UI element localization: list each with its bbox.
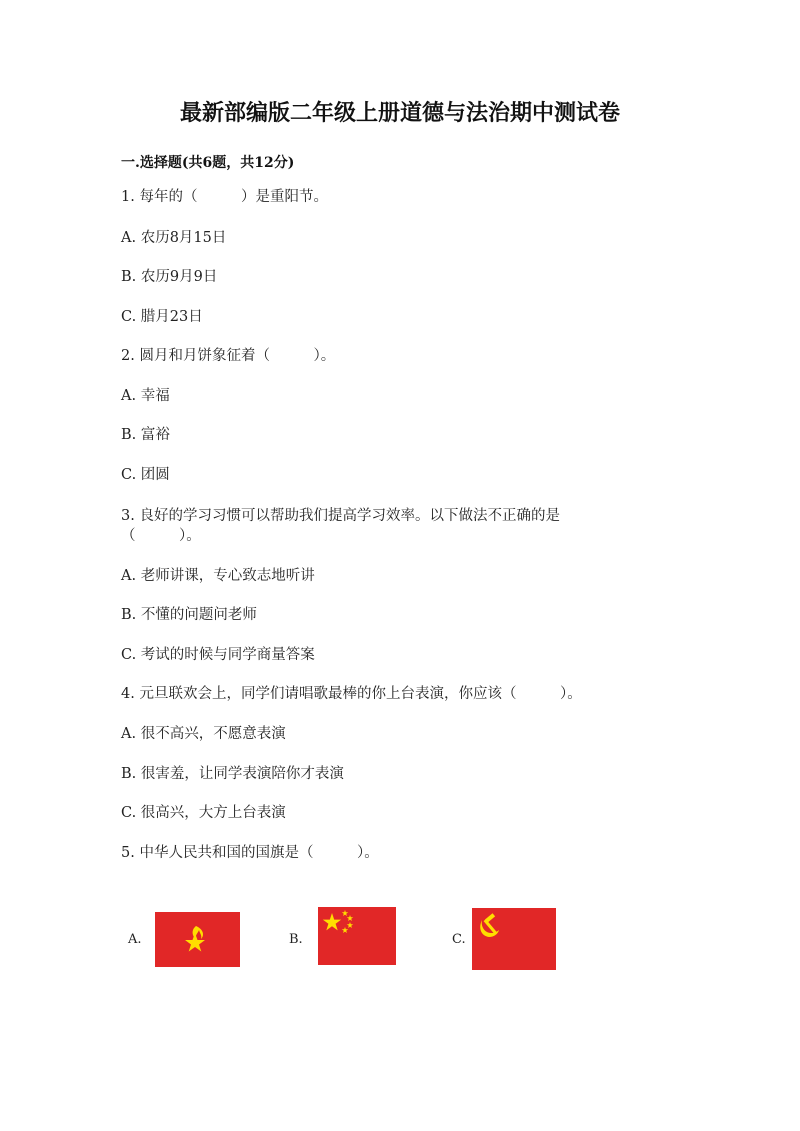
question-2-option-c: C. 团圆 — [121, 467, 170, 483]
question-2-option-a: A. 幸福 — [121, 388, 170, 404]
flag-option-c-label: C. — [452, 932, 466, 947]
flag-option-a-label: A. — [128, 932, 142, 947]
question-1-option-c: C. 腊月23日 — [121, 309, 203, 325]
question-4-option-b: B. 很害羞，让同学表演陪你才表演 — [121, 766, 344, 782]
question-5-stem: 5. 中华人民共和国的国旗是（ ）。 — [121, 845, 379, 861]
question-1-option-b: B. 农历9月9日 — [121, 269, 218, 285]
five-star-red-flag-icon — [318, 907, 396, 965]
question-3-stem-continued: （ ）。 — [121, 528, 201, 544]
question-2-option-b: B. 富裕 — [121, 427, 170, 443]
question-3-option-a: A. 老师讲课，专心致志地听讲 — [121, 568, 315, 584]
party-flag-icon — [472, 908, 556, 970]
flag-option-b-label: B. — [289, 932, 303, 947]
question-4-option-c: C. 很高兴，大方上台表演 — [121, 805, 286, 821]
page-title: 最新部编版二年级上册道德与法治期中测试卷 — [179, 100, 620, 126]
question-4-stem: 4. 元旦联欢会上，同学们请唱歌最棒的你上台表演，你应该（ ）。 — [121, 686, 582, 702]
question-1-option-a: A. 农历8月15日 — [121, 230, 227, 246]
section-heading: 一.选择题(共6题，共12分) — [121, 155, 295, 171]
question-3-stem: 3. 良好的学习习惯可以帮助我们提高学习效率。以下做法不正确的是 — [121, 508, 560, 524]
young-pioneers-flag-icon — [155, 912, 240, 967]
question-1-stem: 1. 每年的（ ）是重阳节。 — [121, 189, 328, 205]
question-3-option-b: B. 不懂的问题问老师 — [121, 607, 257, 623]
question-2-stem: 2. 圆月和月饼象征着（ ）。 — [121, 348, 336, 364]
question-4-option-a: A. 很不高兴，不愿意表演 — [121, 726, 286, 742]
question-3-option-c: C. 考试的时候与同学商量答案 — [121, 647, 315, 663]
